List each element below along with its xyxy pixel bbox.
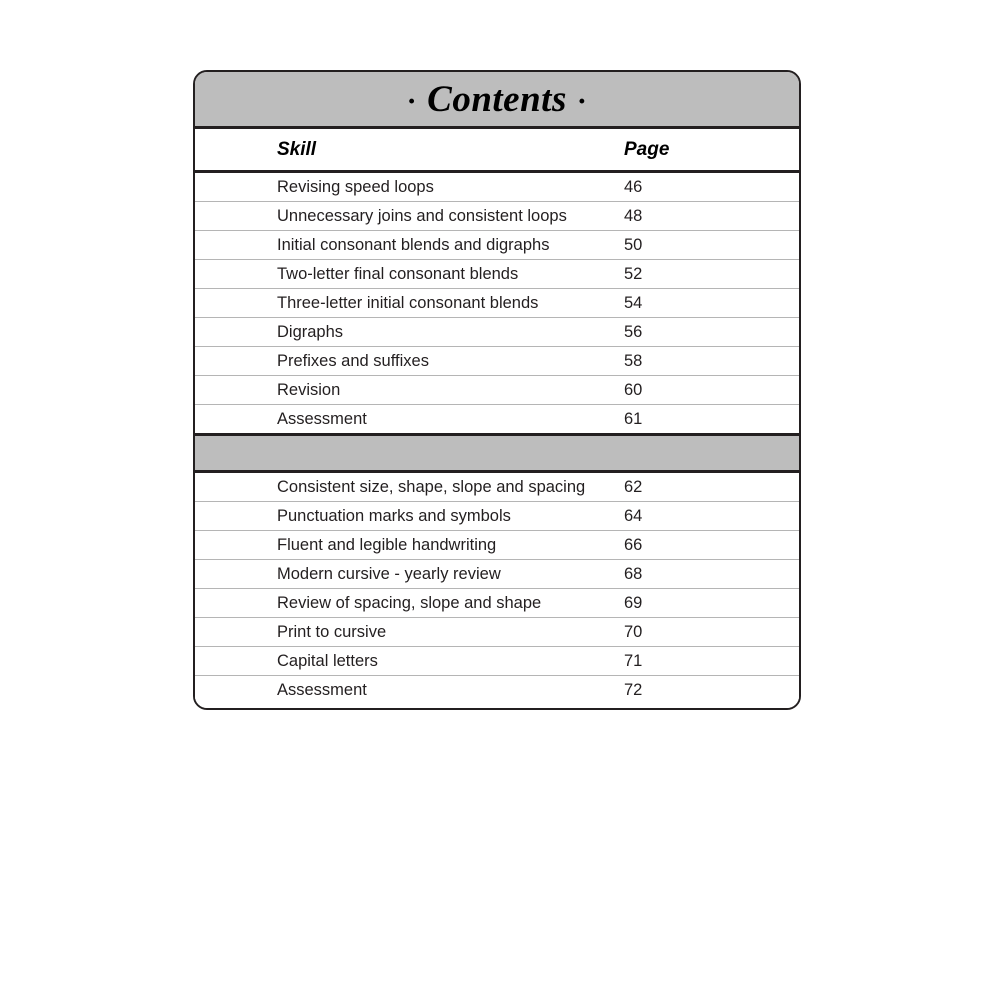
- cell-page-number: 54: [624, 293, 643, 312]
- table-row: [195, 231, 799, 260]
- cell-skill: Modern cursive - yearly review: [277, 564, 501, 583]
- title-ornament-left: ·: [406, 85, 418, 119]
- page-title: [397, 78, 598, 120]
- card-bottom-spacer: [195, 704, 799, 710]
- cell-page-number: 52: [624, 264, 643, 283]
- table-row: [195, 531, 799, 560]
- table-column-header: [195, 129, 799, 173]
- cell-page-number: 72: [624, 680, 643, 699]
- cell-page-number: 71: [624, 651, 643, 670]
- cell-skill: Consistent size, shape, slope and spacing: [277, 477, 586, 496]
- table-row: [195, 502, 799, 531]
- cell-skill: Fluent and legible handwriting: [277, 535, 497, 554]
- table-row: [195, 473, 799, 502]
- table-row: [195, 589, 799, 618]
- table-row: [195, 289, 799, 318]
- table-row: [195, 347, 799, 376]
- table-row: [195, 647, 799, 676]
- cell-skill: Review of spacing, slope and shape: [277, 593, 542, 612]
- cell-page-number: 58: [624, 351, 643, 370]
- column-header-page: Page: [624, 138, 670, 160]
- cell-skill: Assessment: [277, 680, 367, 699]
- cell-skill: Three-letter initial consonant blends: [277, 293, 539, 312]
- cell-page-number: 50: [624, 235, 643, 254]
- title-text: Contents: [427, 78, 567, 120]
- column-header-skill: Skill: [277, 138, 317, 160]
- cell-page-number: 64: [624, 506, 643, 525]
- table-row: [195, 676, 799, 704]
- table-row: [195, 318, 799, 347]
- contents-title-banner: [195, 72, 799, 129]
- cell-skill: Capital letters: [277, 651, 378, 670]
- table-row: [195, 618, 799, 647]
- cell-skill: Two-letter final consonant blends: [277, 264, 519, 283]
- cell-page-number: 48: [624, 206, 643, 225]
- table-row: [195, 405, 799, 433]
- cell-page-number: 60: [624, 380, 643, 399]
- cell-skill: Unnecessary joins and consistent loops: [277, 206, 567, 225]
- table-row: [195, 376, 799, 405]
- cell-skill: Prefixes and suffixes: [277, 351, 429, 370]
- cell-page-number: 70: [624, 622, 643, 641]
- cell-skill: Revising speed loops: [277, 177, 434, 196]
- cell-page-number: 66: [624, 535, 643, 554]
- cell-page-number: 69: [624, 593, 643, 612]
- cell-page-number: 46: [624, 177, 643, 196]
- table-row: [195, 260, 799, 289]
- cell-skill: Revision: [277, 380, 341, 399]
- cell-skill: Assessment: [277, 409, 367, 428]
- cell-skill: Initial consonant blends and digraphs: [277, 235, 550, 254]
- cell-page-number: 68: [624, 564, 643, 583]
- table-row: [195, 202, 799, 231]
- table-row: [195, 560, 799, 589]
- section-separator-band: [195, 436, 799, 473]
- cell-page-number: 62: [624, 477, 643, 496]
- toc-section-2: [195, 473, 799, 704]
- cell-page-number: 56: [624, 322, 643, 341]
- cell-skill: Digraphs: [277, 322, 344, 341]
- title-ornament-right: ·: [576, 85, 588, 119]
- toc-section-1: [195, 173, 799, 436]
- cell-skill: Print to cursive: [277, 622, 387, 641]
- cell-page-number: 61: [624, 409, 643, 428]
- table-row: [195, 173, 799, 202]
- contents-card: [193, 70, 801, 710]
- cell-skill: Punctuation marks and symbols: [277, 506, 511, 525]
